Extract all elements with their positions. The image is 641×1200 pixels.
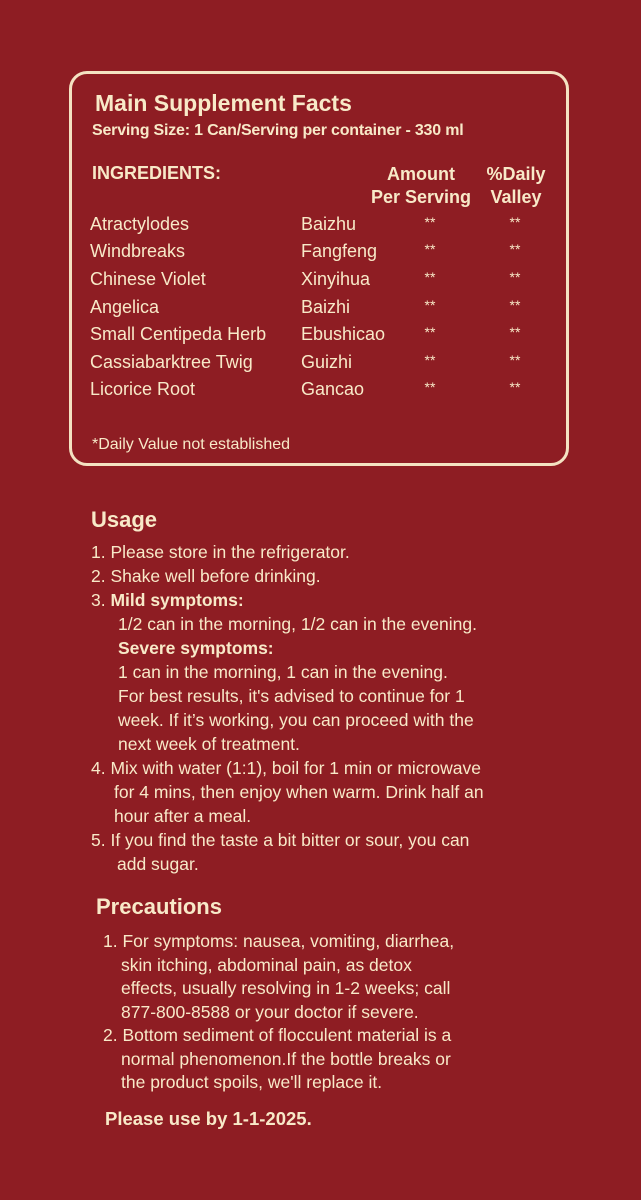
ingredient-dv: ** [509, 214, 521, 230]
precaution-line: 1. For symptoms: nausea, vomiting, diarrhea, [103, 931, 455, 951]
usage-heading: Usage [91, 507, 158, 532]
ingredient-amount: ** [424, 379, 436, 395]
ingredient-row [72, 269, 566, 295]
usage-line: 2. Shake well before drinking. [91, 566, 321, 586]
ingredient-pinyin: Ebushicao [301, 324, 386, 344]
ingredient-name: Windbreaks [90, 241, 186, 261]
severe-symptoms-label: Severe symptoms: [118, 638, 274, 658]
usage-line: 1 can in the morning, 1 can in the evening. [118, 662, 448, 682]
usage-line [91, 588, 571, 612]
usage-line: next week of treatment. [118, 734, 300, 754]
ingredient-pinyin: Guizhi [301, 352, 353, 372]
usage-line: 5. If you find the taste a bit bitter or sour, you can [91, 830, 470, 850]
ingredient-pinyin: Baizhi [301, 297, 351, 317]
precaution-line: normal phenomenon.If the bottle breaks or [121, 1048, 451, 1069]
amount-header-line1: Amount [387, 164, 455, 184]
ingredient-name: Cassiabarktree Twig [90, 352, 253, 372]
usage-line: 1. Please store in the refrigerator. [91, 542, 350, 562]
ingredient-pinyin: Baizhu [301, 214, 357, 234]
usage-line: add sugar. [117, 854, 199, 874]
ingredient-dv: ** [509, 297, 521, 313]
precaution-line: the product spoils, we'll replace it. [121, 1072, 383, 1092]
ingredients-header: INGREDIENTS: [92, 163, 222, 183]
ingredient-row [72, 379, 566, 405]
ingredient-amount: ** [424, 241, 436, 257]
ingredient-amount: ** [424, 324, 436, 340]
dv-header-line1: %Daily [486, 164, 546, 184]
ingredient-row [72, 352, 566, 378]
ingredient-amount: ** [424, 352, 436, 368]
ingredient-pinyin: Xinyihua [301, 269, 371, 289]
ingredient-amount: ** [424, 269, 436, 285]
precaution-line: 2. Bottom sediment of flocculent material is a [103, 1025, 452, 1045]
ingredient-amount: ** [424, 297, 436, 313]
daily-value-header [476, 163, 556, 209]
ingredient-name: Chinese Violet [90, 269, 206, 289]
precaution-line: 877-800-8588 or your doctor if severe. [121, 1001, 419, 1022]
ingredient-row [72, 241, 566, 267]
amount-header-line2: Per Serving [370, 187, 472, 207]
precautions-list [103, 930, 573, 1095]
serving-size: Serving Size: 1 Can/Serving per container - 330 ml [92, 122, 464, 139]
supplement-facts-box [69, 71, 569, 466]
usage-line: hour after a meal. [114, 806, 252, 826]
ingredient-name: Atractylodes [90, 214, 190, 234]
ingredient-dv: ** [509, 324, 521, 340]
ingredient-amount: ** [424, 214, 436, 230]
usage-step-number: 3. [91, 590, 111, 610]
ingredient-pinyin: Fangfeng [301, 241, 378, 261]
dv-header-line2: Valley [490, 187, 542, 207]
ingredient-name: Licorice Root [90, 379, 196, 399]
usage-line: for 4 mins, then enjoy when warm. Drink half an [114, 782, 484, 802]
amount-header [359, 163, 483, 209]
precaution-line: skin itching, abdominal pain, as detox [121, 954, 412, 975]
facts-title: Main Supplement Facts [95, 90, 352, 116]
use-by-date: Please use by 1-1-2025. [105, 1108, 312, 1129]
ingredient-row [72, 297, 566, 323]
ingredient-dv: ** [509, 269, 521, 285]
usage-line: week. If it’s working, you can proceed with the [118, 710, 474, 730]
ingredient-pinyin: Gancao [301, 379, 365, 399]
ingredient-name: Angelica [90, 297, 160, 317]
usage-line: 1/2 can in the morning, 1/2 can in the evening. [118, 614, 477, 634]
precaution-line: effects, usually resolving in 1-2 weeks; call [121, 978, 451, 998]
usage-list [91, 540, 571, 876]
daily-value-footnote: *Daily Value not established [92, 436, 291, 453]
usage-line: For best results, it's advised to continue for 1 [118, 686, 465, 706]
ingredient-dv: ** [509, 241, 521, 257]
mild-symptoms-label: Mild symptoms: [110, 590, 244, 610]
ingredient-row [72, 214, 566, 240]
ingredient-dv: ** [509, 379, 521, 395]
ingredient-dv: ** [509, 352, 521, 368]
ingredient-row [72, 324, 566, 350]
precautions-heading: Precautions [96, 894, 222, 919]
usage-line: 4. Mix with water (1:1), boil for 1 min or microwave [91, 758, 481, 778]
ingredient-name: Small Centipeda Herb [90, 324, 267, 344]
